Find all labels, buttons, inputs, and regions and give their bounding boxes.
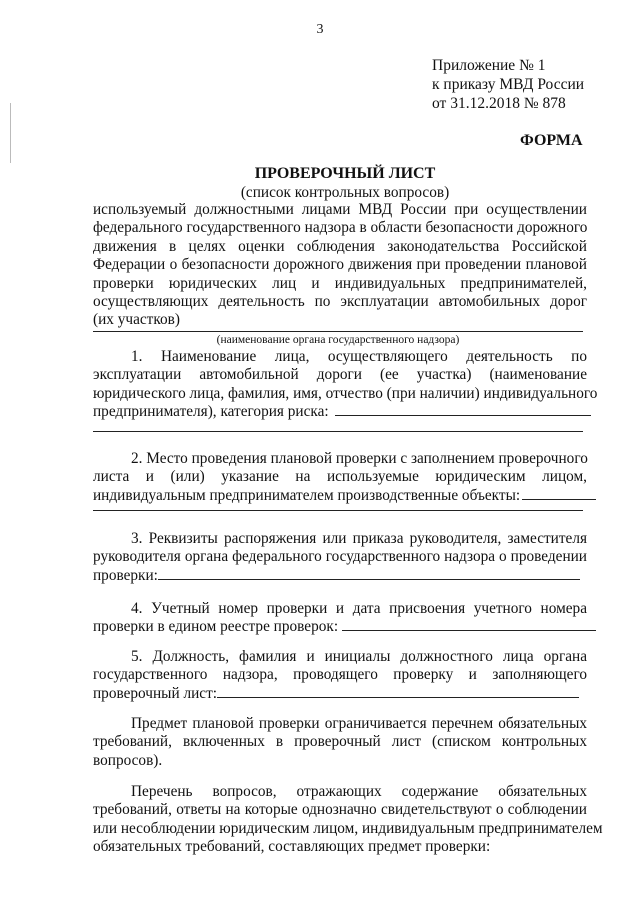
inspection-number-field[interactable] (342, 618, 596, 631)
item-3-line: 3. Реквизиты распоряжения или приказа руководителя, заместителя (131, 530, 587, 547)
item-3-line: руководителя органа федерального государственного надзора о проведении (93, 548, 587, 566)
item-2-line: 2. Место проведения плановой проверки с заполнением проверочного (131, 450, 588, 467)
item-3-last-text: проверки: (93, 566, 158, 584)
subject-paragraph (93, 715, 587, 770)
subject-line: Предмет плановой проверки ограничивается перечнем обязательных (131, 715, 587, 732)
item-4-line (93, 618, 587, 636)
item-4-last-text: проверки в едином реестре проверок: (93, 618, 339, 636)
questions-line: требований, ответы на которые однозначно свидетельствуют о соблюдении (93, 801, 587, 819)
item-1-line: эксплуатации автомобильной дороги (ее участка) (наименование (93, 366, 587, 384)
questions-line: или несоблюдении юридическим лицом, индивидуальным предпринимателем (93, 819, 603, 837)
intro-line: (их участков) (93, 311, 180, 329)
item-5-line: государственного надзора, проводящего проверку и заполняющего (93, 666, 587, 684)
intro-line: федерального государственного надзора в области безопасности дорожного (93, 219, 588, 237)
item-1-line: юридического лица, фамилия, имя, отчество (при наличии) индивидуального (93, 384, 598, 402)
intro-paragraph (93, 201, 587, 330)
authority-name-field[interactable] (93, 331, 583, 332)
item-1-line: 1. Наименование лица, осуществляющего деятельность по (131, 348, 587, 365)
questions-line: обязательных требований, составляющих предмет проверки: (93, 838, 491, 856)
intro-line: Федерации о безопасности дорожного движения при проведении плановой (93, 256, 587, 274)
inspector-field[interactable] (217, 685, 579, 698)
inspection-place-field[interactable] (522, 487, 596, 500)
item-5 (93, 648, 587, 703)
item-2-extra-line[interactable] (93, 510, 583, 511)
appendix-block (432, 56, 584, 113)
authority-caption: (наименование органа государственного надзора) (216, 334, 460, 346)
item-5-line (93, 685, 587, 703)
item-4 (93, 600, 587, 637)
document-title: ПРОВЕРОЧНЫЙ ЛИСТ (254, 165, 436, 182)
item-3-line (93, 567, 587, 585)
item-5-last-text: проверочный лист: (93, 684, 218, 702)
scan-margin-mark (10, 103, 11, 163)
appendix-line-1: Приложение № 1 (432, 57, 546, 74)
item-2-last-text: индивидуальным предпринимателем производственные объекты: (93, 486, 521, 504)
item-1-line (93, 403, 587, 421)
item-1 (93, 348, 598, 422)
page-number: 3 (316, 22, 324, 37)
item-1-extra-line[interactable] (93, 431, 583, 432)
item-2-line: листа и (или) указание на используемые юридическим лицом, (93, 468, 587, 486)
item-1-last-text: предпринимателя), категория риска: (93, 403, 329, 421)
appendix-line-2: к приказу МВД России (432, 76, 585, 93)
intro-line: движения в целях оценки соблюдения законодательства Российской (93, 237, 587, 255)
forma-label: ФОРМА (520, 132, 583, 149)
item-2 (93, 450, 587, 505)
questions-paragraph (93, 783, 603, 857)
risk-category-field[interactable] (335, 403, 591, 416)
subject-line: вопросов). (93, 751, 163, 769)
document-subtitle: (список контрольных вопросов) (240, 184, 450, 201)
questions-line: Перечень вопросов, отражающих содержание обязательных (131, 783, 587, 800)
intro-line: проверки юридических лиц и индивидуальных предпринимателей, (93, 274, 587, 292)
item-4-line: 4. Учетный номер проверки и дата присвоения учетного номера (131, 600, 587, 617)
intro-line: осуществляющих деятельность по эксплуатации автомобильных дорог (93, 293, 587, 311)
subject-line: требований, включенных в проверочный лист (списком контрольных (93, 733, 587, 751)
intro-line: используемый должностными лицами МВД России при осуществлении (93, 201, 587, 218)
order-details-field[interactable] (158, 567, 580, 580)
item-5-line: 5. Должность, фамилия и инициалы должностного лица органа (131, 648, 587, 665)
item-3 (93, 530, 587, 585)
item-2-line (93, 487, 587, 505)
appendix-line-3: от 31.12.2018 № 878 (432, 95, 566, 112)
